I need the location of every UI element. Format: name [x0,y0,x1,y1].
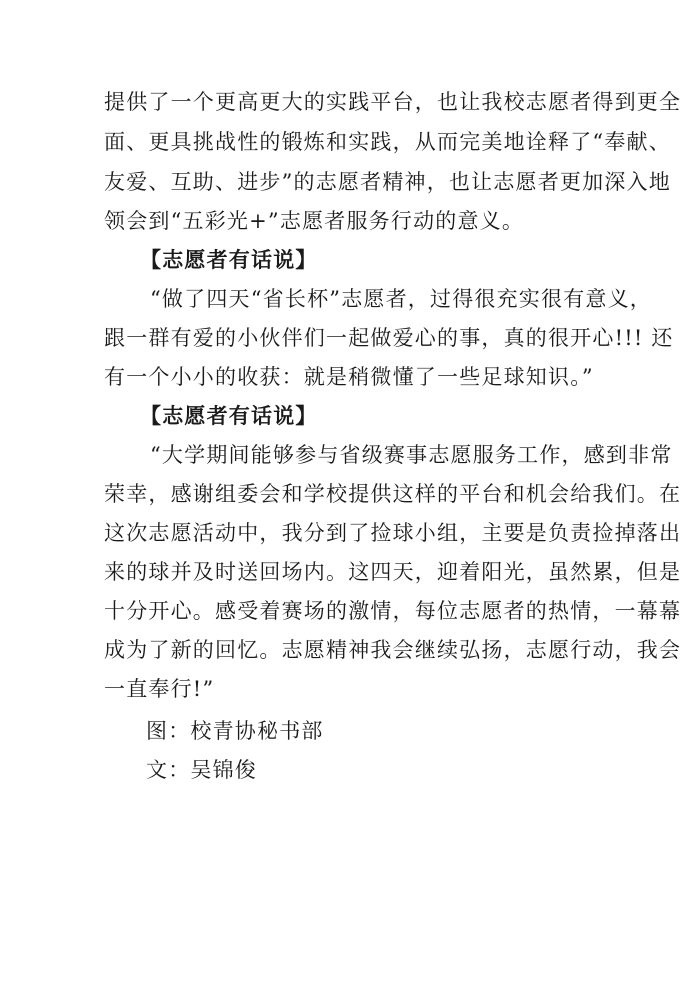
quote-line: “做了四天“省长杯”志愿者，过得很充实很有意义， [150,287,653,311]
quote-line: 来的球并及时送回场内。这四天，迎着阳光，虽然累，但是 [104,560,682,584]
text-credit: 文：吴锦俊 [146,758,257,782]
quote-line: 跟一群有爱的小伙伴们一起做爱心的事，真的很开心!!! 还 [104,326,674,350]
paragraph-line: 提供了一个更高更大的实践平台，也让我校志愿者得到更全 [104,90,682,114]
paragraph-line: 领会到“五彩光+”志愿者服务行动的意义。 [104,209,525,233]
paragraph-line: 友爱、互助、进步”的志愿者精神，也让志愿者更加深入地 [104,170,671,194]
quote-line: “大学期间能够参与省级赛事志愿服务工作，感到非常 [150,443,673,467]
quote-line: 这次志愿活动中，我分到了捡球小组，主要是负责捡掉落出 [104,521,682,545]
quote-line: 荣幸，感谢组委会和学校提供这样的平台和机会给我们。在 [104,482,682,506]
quote-line: 十分开心。感受着赛场的激情，每位志愿者的热情，一幕幕 [104,599,682,623]
quote-line: 成为了新的回忆。志愿精神我会继续弘扬，志愿行动，我会 [104,638,682,662]
section-heading: 【志愿者有话说】 [140,403,318,428]
quote-line: 有一个小小的收获：就是稍微懂了一些足球知识。” [104,365,594,389]
section-heading: 【志愿者有话说】 [140,247,318,272]
photo-credit: 图：校青协秘书部 [146,719,324,743]
quote-line: 一直奉行!” [104,677,215,701]
paragraph-line: 面、更具挑战性的锻炼和实践，从而完美地诠释了“奉献、 [104,130,671,154]
